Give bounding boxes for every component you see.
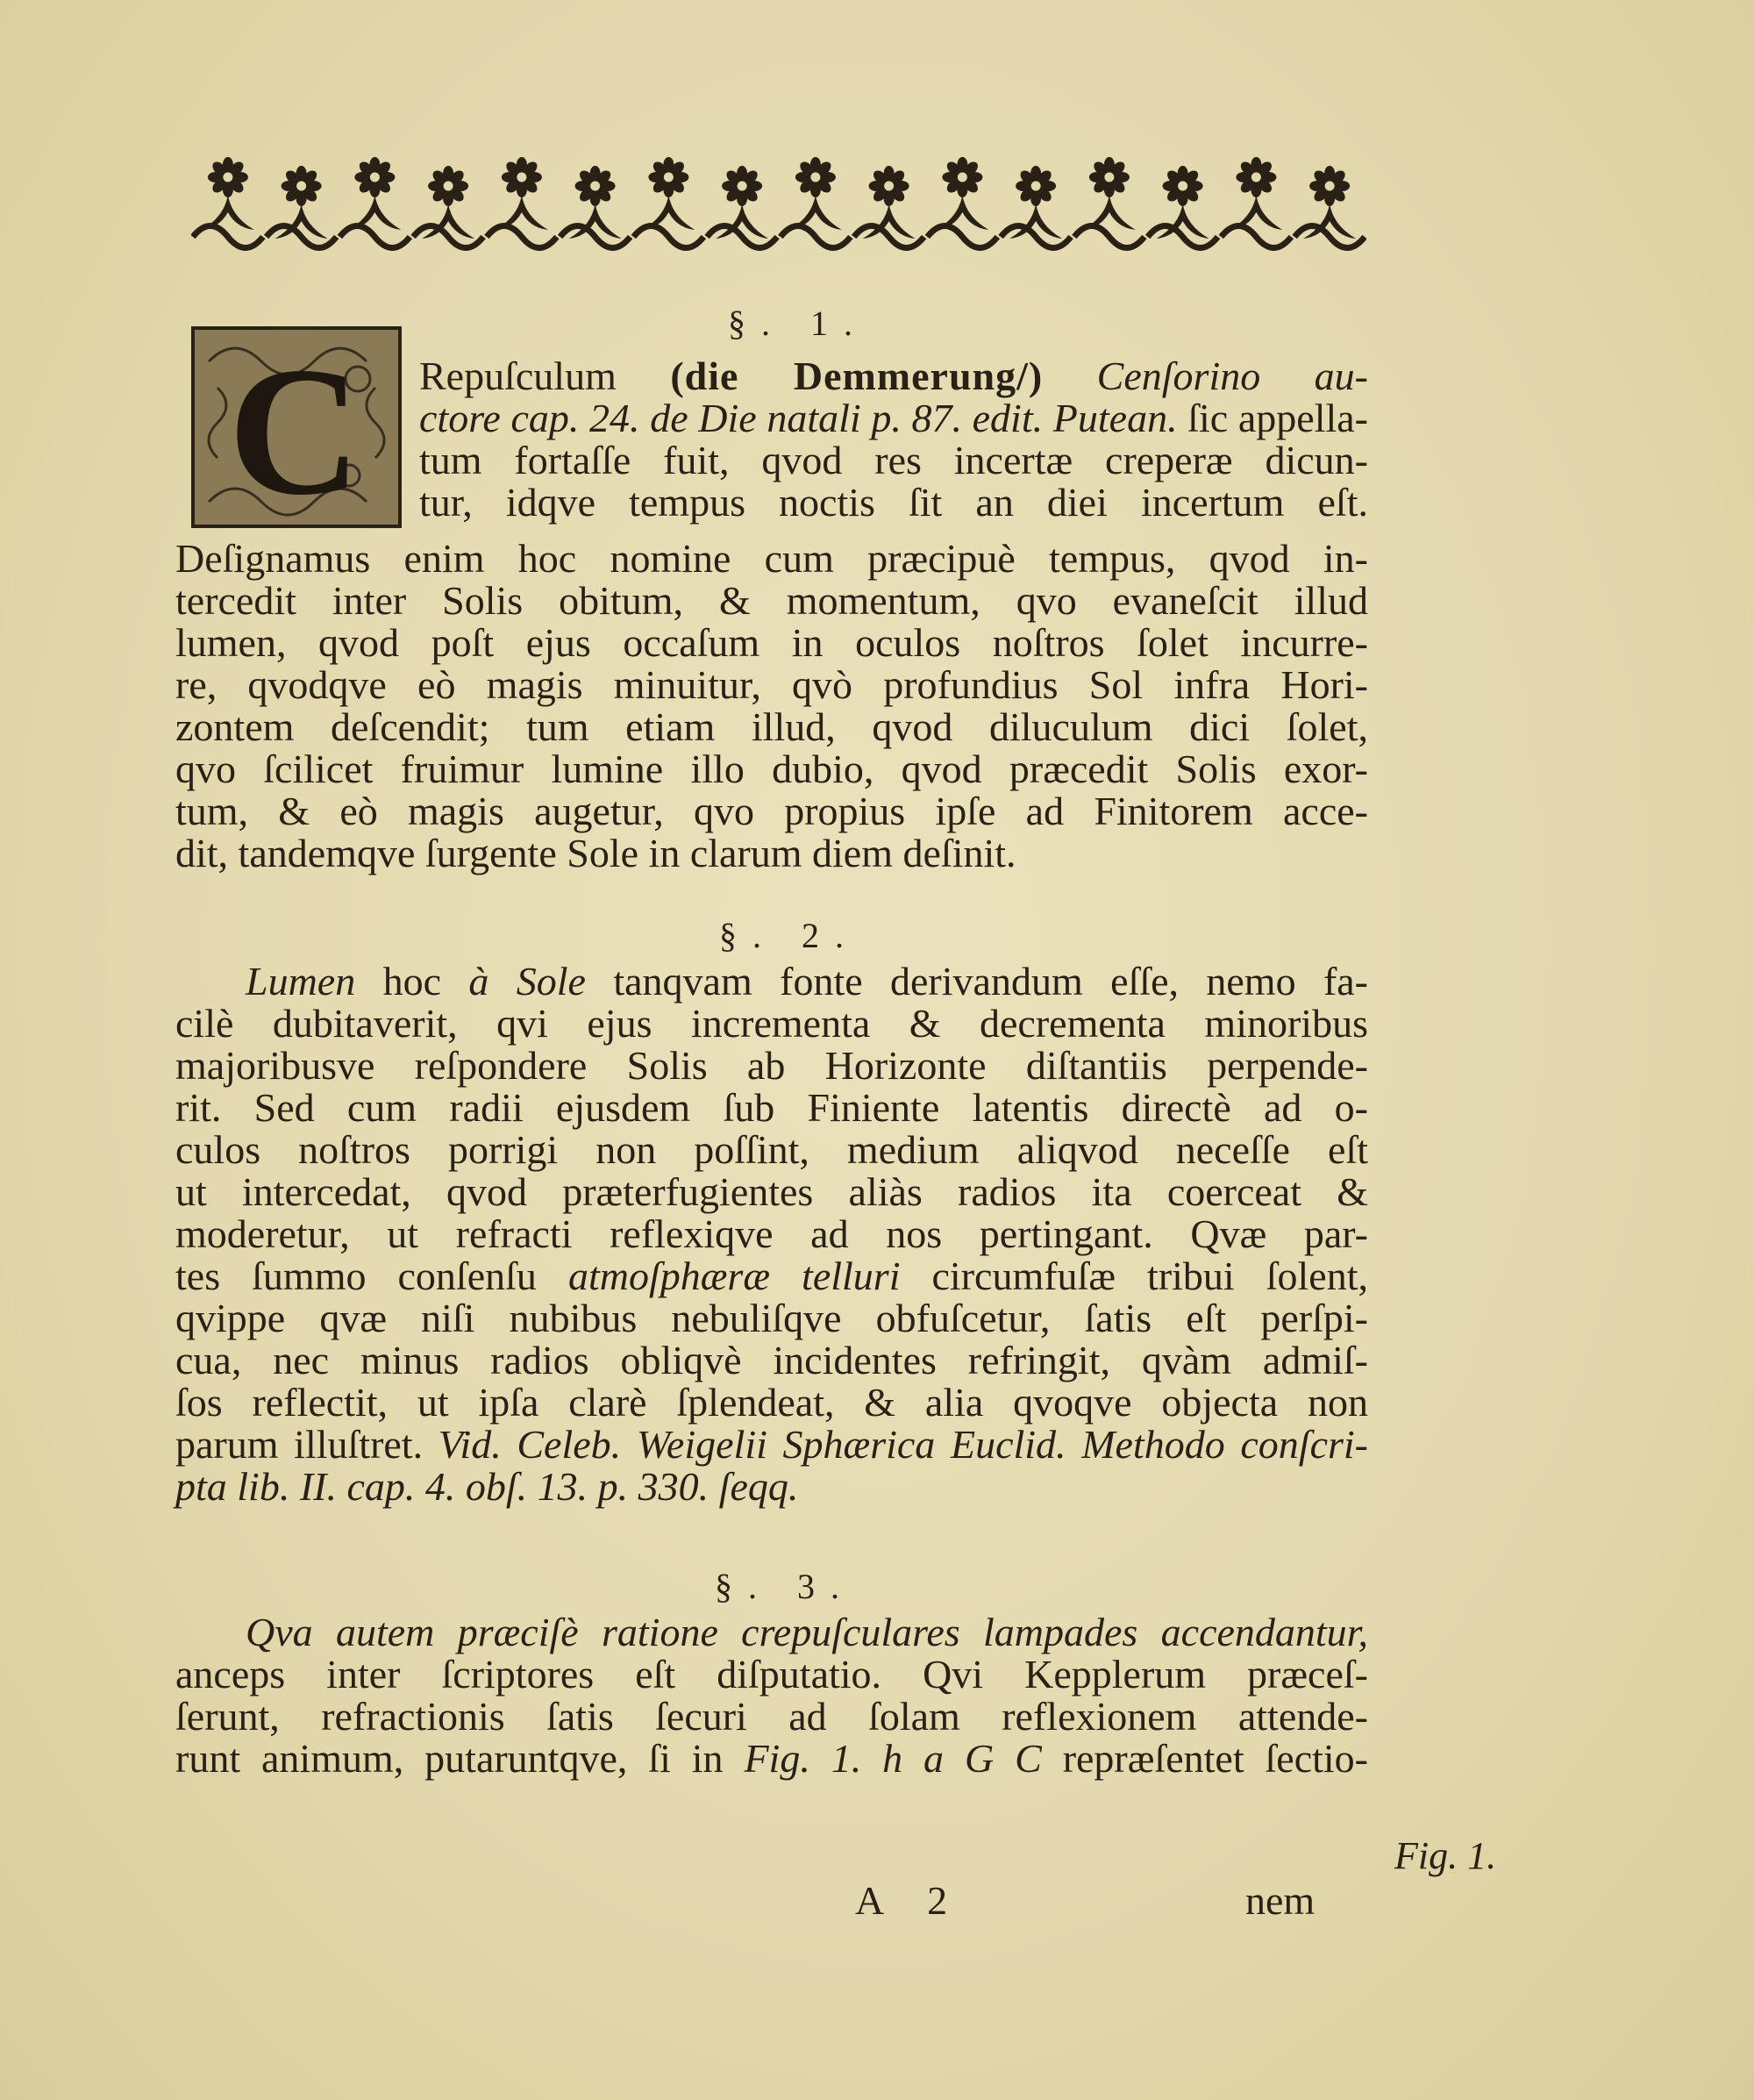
ornament-flower: [487, 157, 557, 248]
s2-line-11: ſos reflectit, ut ipſa clarè ſplendeat, & alia qvoqve objecta non: [175, 1380, 1368, 1425]
s2-line-10: cua, nec minus radios obliqvè incidentes refringit, qvàm admiſ-: [175, 1338, 1368, 1382]
ornament-flower: [781, 157, 851, 248]
s1-line-5: Deſignamus enim hoc nomine cum præcipuè tempus, qvod in-: [175, 536, 1368, 581]
s3-line-1: Qva autem præciſè ratione crepuſculares lampades accendantur,: [246, 1610, 1368, 1654]
ornament-flower: [413, 166, 483, 248]
s2-line-3: majoribusve reſpondere Solis ab Horizonte diſtantiis perpende-: [175, 1043, 1368, 1088]
s1-line-11: tum, & eò magis augetur, qvo propius ipſe ad Finitorem acce-: [175, 789, 1368, 833]
s2-line-5: culos noſtros porrigi non poſſint, medium aliqvod neceſſe eſt: [175, 1127, 1368, 1172]
s1-line-12: dit, tandemqve ſurgente Sole in clarum diem deſinit.: [175, 831, 1016, 875]
s2-line-4: rit. Sed cum radii ejusdem ſub Finiente latentis directè ad o-: [175, 1085, 1368, 1130]
s1-line-9: zontem deſcendit; tum etiam illud, qvod diluculum dici ſolet,: [175, 704, 1368, 749]
margin-figure-note: Fig. 1.: [1394, 1834, 1497, 1877]
s3-line-3: ſerunt, refractionis ſatis ſecuri ad ſolam reflexionem attende-: [175, 1694, 1368, 1739]
s1-line-2: ctore cap. 24. de Die natali p. 87. edit. Putean. ſic appella-: [419, 396, 1368, 440]
decorated-initial-c: [191, 326, 402, 528]
section-3-body: [175, 1611, 1368, 1780]
initial-letter: C: [228, 330, 361, 528]
s2-line-9: qvippe qvæ niſi nubibus nebuliſqve obfuſcetur, ſatis eſt perſpi-: [175, 1296, 1368, 1340]
section-1-opening-lines: [419, 355, 1368, 524]
section-2-body: [175, 961, 1368, 1508]
ornament-flower: [854, 166, 924, 248]
s2-line-12: parum illuſtret. Vid. Celeb. Weigelii Sphærica Euclid. Methodo conſcri-: [175, 1422, 1368, 1467]
ornament-flower: [560, 166, 631, 248]
ornament-flower: [1074, 157, 1144, 248]
ornament-flower: [1001, 166, 1071, 248]
s2-line-6: ut intercedat, qvod præterfugientes aliàs radios ita coerceat &: [175, 1169, 1368, 1214]
ornament-flower: [1294, 166, 1365, 248]
s3-line-2: anceps inter ſcriptores eſt diſputatio. Qvi Kepplerum præceſ-: [175, 1652, 1368, 1696]
s2-line-1: Lumen hoc à Sole tanqvam fonte derivandum eſſe, nemo fa-: [246, 959, 1368, 1004]
section-1-mark: §. 1.: [728, 304, 868, 343]
s1-line-6: tercedit inter Solis obitum, & momentum, qvo evaneſcit illud: [175, 578, 1368, 623]
s3-line-4: runt animum, putaruntqve, ſi in Fig. 1. h a G C repræſentet ſectio-: [175, 1736, 1368, 1781]
ornament-flower: [1148, 166, 1218, 248]
s2-line-7: moderetur, ut refracti reflexiqve ad nos pertingant. Qvæ par-: [175, 1211, 1368, 1256]
s1-line-8: re, qvodqve eò magis minuitur, qvò profundius Sol infra Hori-: [175, 662, 1368, 707]
ornament-flower: [1221, 157, 1291, 248]
ornament-flower: [339, 157, 410, 248]
s1-line-10: qvo ſcilicet fruimur lumine illo dubio, qvod præcedit Solis exor-: [175, 746, 1368, 791]
ornament-flower: [707, 166, 777, 248]
floral-ornament-border: [191, 149, 1366, 254]
s1-line-1: Repuſculum (die Demmerung/) Cenſorino au-: [419, 354, 1368, 398]
section-1-body: [175, 538, 1368, 875]
s1-line-4: tur, idqve tempus noctis ſit an diei incertum eſt.: [419, 480, 1368, 525]
s2-line-13: pta lib. II. cap. 4. obſ. 13. p. 330. ſeqq.: [175, 1464, 799, 1509]
signature-mark: A 2: [855, 1878, 966, 1923]
s2-line-8: tes ſummo conſenſu atmoſphæræ telluri circumfuſæ tribui ſolent,: [175, 1254, 1369, 1298]
section-3-mark: §. 3.: [715, 1567, 855, 1606]
ornament-flower: [927, 157, 997, 248]
ornament-flower: [193, 157, 263, 248]
ornament-flower: [267, 166, 337, 248]
catchword: nem: [1245, 1878, 1316, 1923]
s1-line-7: lumen, qvod poſt ejus occaſum in oculos noſtros ſolet incurre-: [175, 620, 1368, 665]
s1-line-3: tum fortaſſe fuit, qvod res incertæ creperæ dicun-: [419, 438, 1368, 482]
section-2-mark: §. 2.: [719, 916, 859, 955]
ornament-flower: [633, 157, 703, 248]
s2-line-2: cilè dubitaverit, qvi ejus incrementa & decrementa minoribus: [175, 1001, 1368, 1046]
